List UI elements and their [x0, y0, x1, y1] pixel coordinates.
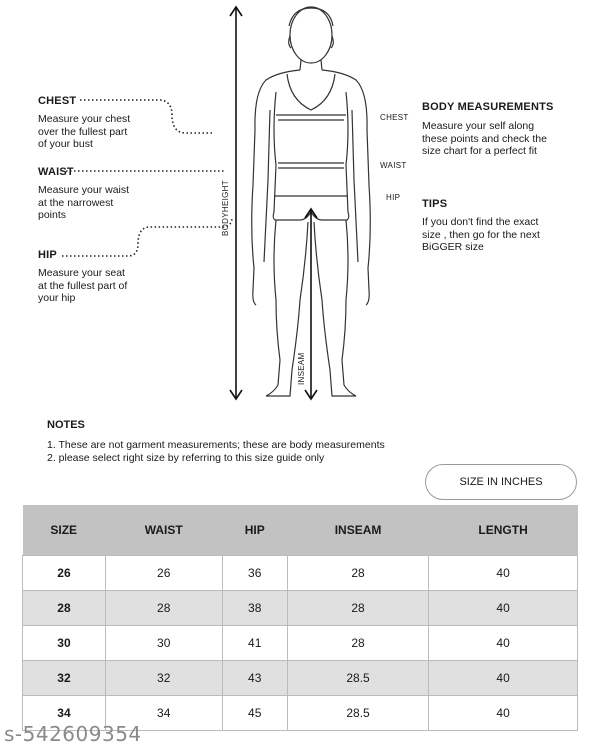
figure-waist-label: WAIST: [380, 161, 407, 170]
bodyheight-arrow: [230, 7, 242, 399]
table-cell: 38: [222, 591, 287, 626]
inseam-label: INSEAM: [297, 352, 306, 385]
waist-label-line: points: [38, 209, 67, 221]
figure-chest-label: CHEST: [380, 113, 409, 122]
table-header-row: [23, 505, 578, 556]
table-cell: 30: [105, 626, 222, 661]
table-cell: 40: [429, 626, 578, 661]
waist-label-title: WAIST: [38, 166, 74, 178]
body-measurements-line: Measure your self along: [422, 120, 535, 132]
table-cell: 40: [429, 591, 578, 626]
tips-line: BiGGER size: [422, 241, 484, 253]
notes-item: 2. please select right size by referring to this size guide only: [47, 452, 325, 464]
column-header-size: SIZE: [23, 505, 106, 556]
table-cell: 36: [222, 556, 287, 591]
hip-label-line: Measure your seat: [38, 267, 125, 279]
table-row: [23, 556, 578, 591]
size-in-inches-badge: SIZE IN INCHES: [425, 464, 577, 500]
table-cell: 26: [23, 556, 106, 591]
waist-label-line: at the narrowest: [38, 196, 114, 209]
table-cell: 28: [287, 591, 428, 626]
chest-label-line: of your bust: [38, 138, 93, 150]
table-cell: 40: [429, 661, 578, 696]
table-cell: 28.5: [287, 696, 428, 731]
table-cell: 28.5: [287, 661, 428, 696]
watermark-text: s-542609354: [4, 722, 142, 746]
table-cell: 34: [23, 696, 106, 731]
table-row: [23, 591, 578, 626]
column-header-inseam: INSEAM: [287, 505, 428, 556]
chest-label-line: over the fullest part: [38, 125, 128, 138]
chest-leader-line: [80, 100, 212, 133]
table-cell: 30: [23, 626, 106, 661]
table-cell: 28: [287, 626, 428, 661]
body-measurements-block: [422, 101, 554, 158]
table-cell: 28: [105, 591, 222, 626]
column-header-length: LENGTH: [429, 505, 578, 556]
body-measurements-line: these points and check the: [422, 132, 547, 145]
hip-leader-line: [62, 217, 232, 256]
column-header-hip: HIP: [222, 505, 287, 556]
notes-item: 1. These are not garment measurements; these are body measurements: [47, 439, 385, 451]
chest-label-line: Measure your chest: [38, 113, 131, 125]
hip-label-line: your hip: [38, 292, 76, 304]
tips-line: If you don't find the exact: [422, 216, 539, 228]
notes-block: [47, 419, 385, 465]
column-header-waist: WAIST: [105, 505, 222, 556]
body-measurements-line: size chart for a perfect fit: [422, 145, 537, 157]
table-row: [23, 626, 578, 661]
table-cell: 41: [222, 626, 287, 661]
table-cell: 34: [105, 696, 222, 731]
bodyheight-label: BODYHEIGHT: [221, 180, 230, 236]
table-cell: 32: [105, 661, 222, 696]
table-row: [23, 661, 578, 696]
tips-line: size , then go for the next: [422, 228, 540, 241]
leader-lines: [62, 100, 232, 256]
figure-hip-label: HIP: [386, 193, 401, 202]
size-chart-table: [22, 505, 578, 731]
table-cell: 40: [429, 696, 578, 731]
hip-label-title: HIP: [38, 249, 57, 261]
table-cell: 40: [429, 556, 578, 591]
tips-title: TIPS: [422, 198, 448, 210]
table-cell: 45: [222, 696, 287, 731]
table-cell: 43: [222, 661, 287, 696]
hip-label-line: at the fullest part of: [38, 279, 128, 292]
tips-block: [422, 198, 540, 254]
table-cell: 28: [287, 556, 428, 591]
waist-label-line: Measure your waist: [38, 184, 130, 196]
body-measurements-title: BODY MEASUREMENTS: [422, 101, 554, 113]
table-cell: 28: [23, 591, 106, 626]
table-cell: 32: [23, 661, 106, 696]
chest-label-title: CHEST: [38, 95, 77, 107]
notes-title: NOTES: [47, 419, 85, 431]
table-cell: 26: [105, 556, 222, 591]
